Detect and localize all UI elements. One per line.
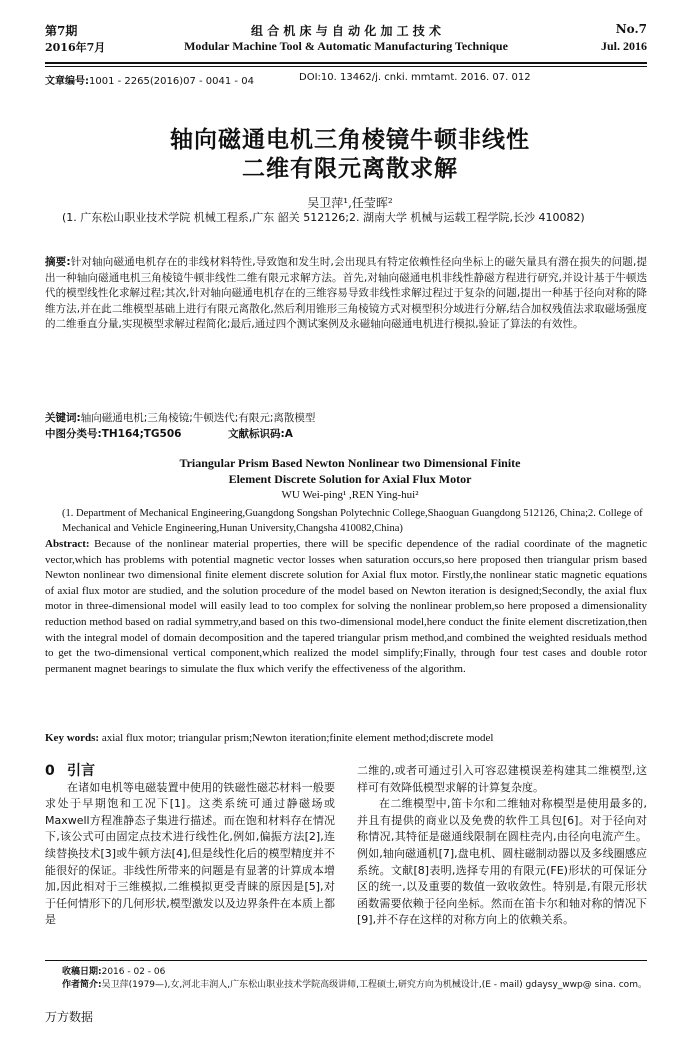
abstract-cn: [45, 255, 647, 333]
clc-code: TH164;TG506: [101, 428, 182, 440]
author-bio: 吴卫萍(1979—),女,河北丰润人,广东松山职业技术学院高级讲师,工程硕士,研究方向为机械设计,(E - mail) gdaysy_wwp@ sina. com。: [101, 980, 647, 990]
affiliation-en: (1. Department of Mechanical Engineering,Guangdong Songshan Polytechnic College,Shaoguan Guangdong 512126, China;2. College of Mechanical and Vehicle Engineering,Hunan University,Changsha 410082,China): [62, 508, 643, 534]
title-en-line2: Element Discrete Solution for Axial Flux Motor: [228, 472, 472, 486]
title-cn-line1: 轴向磁通电机三角棱镜牛顿非线性: [170, 126, 530, 153]
article-meta: [45, 72, 647, 87]
article-number: 1001 - 2265(2016)07 - 0041 - 04: [89, 76, 254, 87]
received-label: 收稿日期:: [62, 967, 102, 977]
header-rule-thin: [45, 66, 647, 67]
title-cn: [0, 125, 700, 183]
section-number: 0: [45, 763, 55, 779]
watermark: 万方数据: [45, 1010, 94, 1024]
abstract-en: [45, 537, 647, 677]
classification-cn: [45, 426, 647, 441]
clc-label: 中图分类号:: [45, 428, 102, 440]
body-paragraph-left-1: 在诸如电机等电磁装置中使用的铁磁性磁芯材料一般要求处于早期饱和工况下[1]。这类系统可通过静磁场或Maxwell方程准静态子集进行描述。而在饱和材料存在情况下,该公式可由固定点技术进行线性化,例如,偏振方法[2],连续替换技术[3]或牛顿方法[4],但是线性化后的模型精度并不能很好的保证。非线性所带来的问题是有显著的计算成本增加,因此相对于三维模拟,二维模拟更受青睐的原因是[5],对于任何情形下的几何形状,模型激发以及边界条件在本质上都是: [45, 780, 335, 927]
date-en: Jul. 2016: [600, 39, 647, 53]
doc-code-label: 文献标识码:: [228, 428, 285, 440]
article-number-label: 文章编号:: [45, 76, 89, 87]
title-en: [0, 455, 700, 487]
journal-title-en: Modular Machine Tool & Automatic Manufacturing Technique: [184, 39, 508, 53]
affiliation-cn: (1. 广东松山职业技术学院 机械工程系,广东 韶关 512126;2. 湖南大学 机械与运载工程学院,长沙 410082): [62, 211, 585, 224]
body-column-right: [357, 763, 647, 929]
header-rule-thick: [45, 62, 647, 64]
authors-en: WU Wei-ping¹ ,REN Ying-hui²: [281, 489, 419, 501]
section-heading: [45, 763, 335, 780]
journal-header: [45, 22, 647, 64]
body-paragraph-right-1: 二维的,或者可通过引入可容忍建模误差构建其二维模型,这样可有效降低模型求解的计算复杂度。: [357, 764, 647, 794]
doi: DOI:10. 13462/j. cnki. mmtamt. 2016. 07. 012: [299, 72, 531, 83]
keywords-en-label: Key words:: [45, 732, 100, 744]
title-cn-line2: 二维有限元离散求解: [242, 155, 458, 182]
bio-label: 作者简介:: [62, 980, 102, 990]
section-title: 引言: [67, 763, 95, 779]
abstract-cn-text: 针对轴向磁通电机存在的非线材料特性,导致饱和发生时,会出现具有特定依赖性径向坐标上的磁矢量具有潜在损失的问题,提出一种轴向磁通电机三角棱镜牛顿非线性二维有限元求解方法。首先,对轴向磁通电机非线性静磁方程进行研究,并设计基于牛顿迭代的模型线性化求解过程;其次,针对轴向磁通电机存在的三维容易导致非线性求解过程过于复杂的问题,提出一种基于径向对称的降维方法,并在此二维模型基础上进行有限元离散化,然后利用锥形三角棱镜方式对模型积分域进行分解,结合加权残值法求取磁场强度的二维垂直分量,实现模型求解过程简化;最后,通过四个测试案例及永磁轴向磁通电机进行模拟,验证了算法的有效性。: [45, 256, 647, 331]
keywords-en: [45, 732, 647, 744]
body-paragraph-right-2: 在二维模型中,笛卡尔和二维轴对称模型是使用最多的,并且有提供的商业以及免费的软件工具包[6]。对于径向对称情况,其特征是磁通线限制在圆柱壳内,由径向电流产生。例如,轴向磁通机[7],盘电机、圆柱磁制动器以及多线圈感应系统。文献[8]表明,选择专用的有限元(FE)形状的可保证分区的统一,以及重要的数值一致收敛性。特别是,有限元形状函数需要依赖于径向坐标。然而在笛卡尔和轴对称的情况下[9],并不存在这样的对称方向上的依赖关系。: [357, 797, 647, 927]
journal-title-cn: 组 合 机 床 与 自 动 化 加 工 技 术: [251, 24, 441, 38]
keywords-cn-label: 关键词:: [45, 412, 81, 424]
issue-en: No.7: [615, 22, 647, 36]
date-cn: 2016年7月: [45, 41, 106, 54]
abstract-en-label: Abstract:: [45, 538, 90, 550]
abstract-en-text: Because of the nonlinear material properties, there will be specific dependence of the radial coordinate of the magnetic vector,which has problems with potential magnetic vector losses when saturation occurs,so here proposed then triangular prism based Newton nonlinear two dimensional finite element discrete solution for Axial flux motor. Firstly,the nonlinear static magnetic equations of axial flux motor are studied, and the solution procedure of the model based on Newton iteration is designed;Secondly, the axial flux motor in three-dimensional model will easily lead to too complex for solving the nonlinear problem,so here proposed a dimensionality reduction method based on radial symmetry,and based on this two-dimensional model,here conduct the finite element discretization,then with the integral model of domain decomposition and the tapered triangular prism method,and combined the weighted residuals method to get the two-dimensional vertical component,which realized the model simplify;Finally, through four test cases and double rotor permanent magnet bearings to simulate the flux which verify the effectiveness of the algorithm.: [45, 538, 647, 675]
keywords-cn-text: 轴向磁通电机;三角棱镜;牛顿迭代;有限元;离散模型: [80, 412, 316, 424]
title-en-line1: Triangular Prism Based Newton Nonlinear two Dimensional Finite: [179, 456, 521, 470]
received-date: 2016 - 02 - 06: [101, 967, 166, 977]
doc-code: A: [284, 428, 293, 440]
abstract-cn-label: 摘要:: [45, 256, 71, 268]
footnotes: [62, 966, 647, 992]
body-column-left: [45, 763, 335, 929]
keywords-cn: [45, 410, 647, 425]
keywords-en-text: axial flux motor; triangular prism;Newton iteration;finite element method;discrete model: [101, 732, 494, 744]
issue-cn: 第7期: [45, 24, 78, 38]
authors-cn: 吴卫萍¹,任莹晖²: [307, 196, 393, 210]
footnote-rule: [45, 960, 647, 961]
